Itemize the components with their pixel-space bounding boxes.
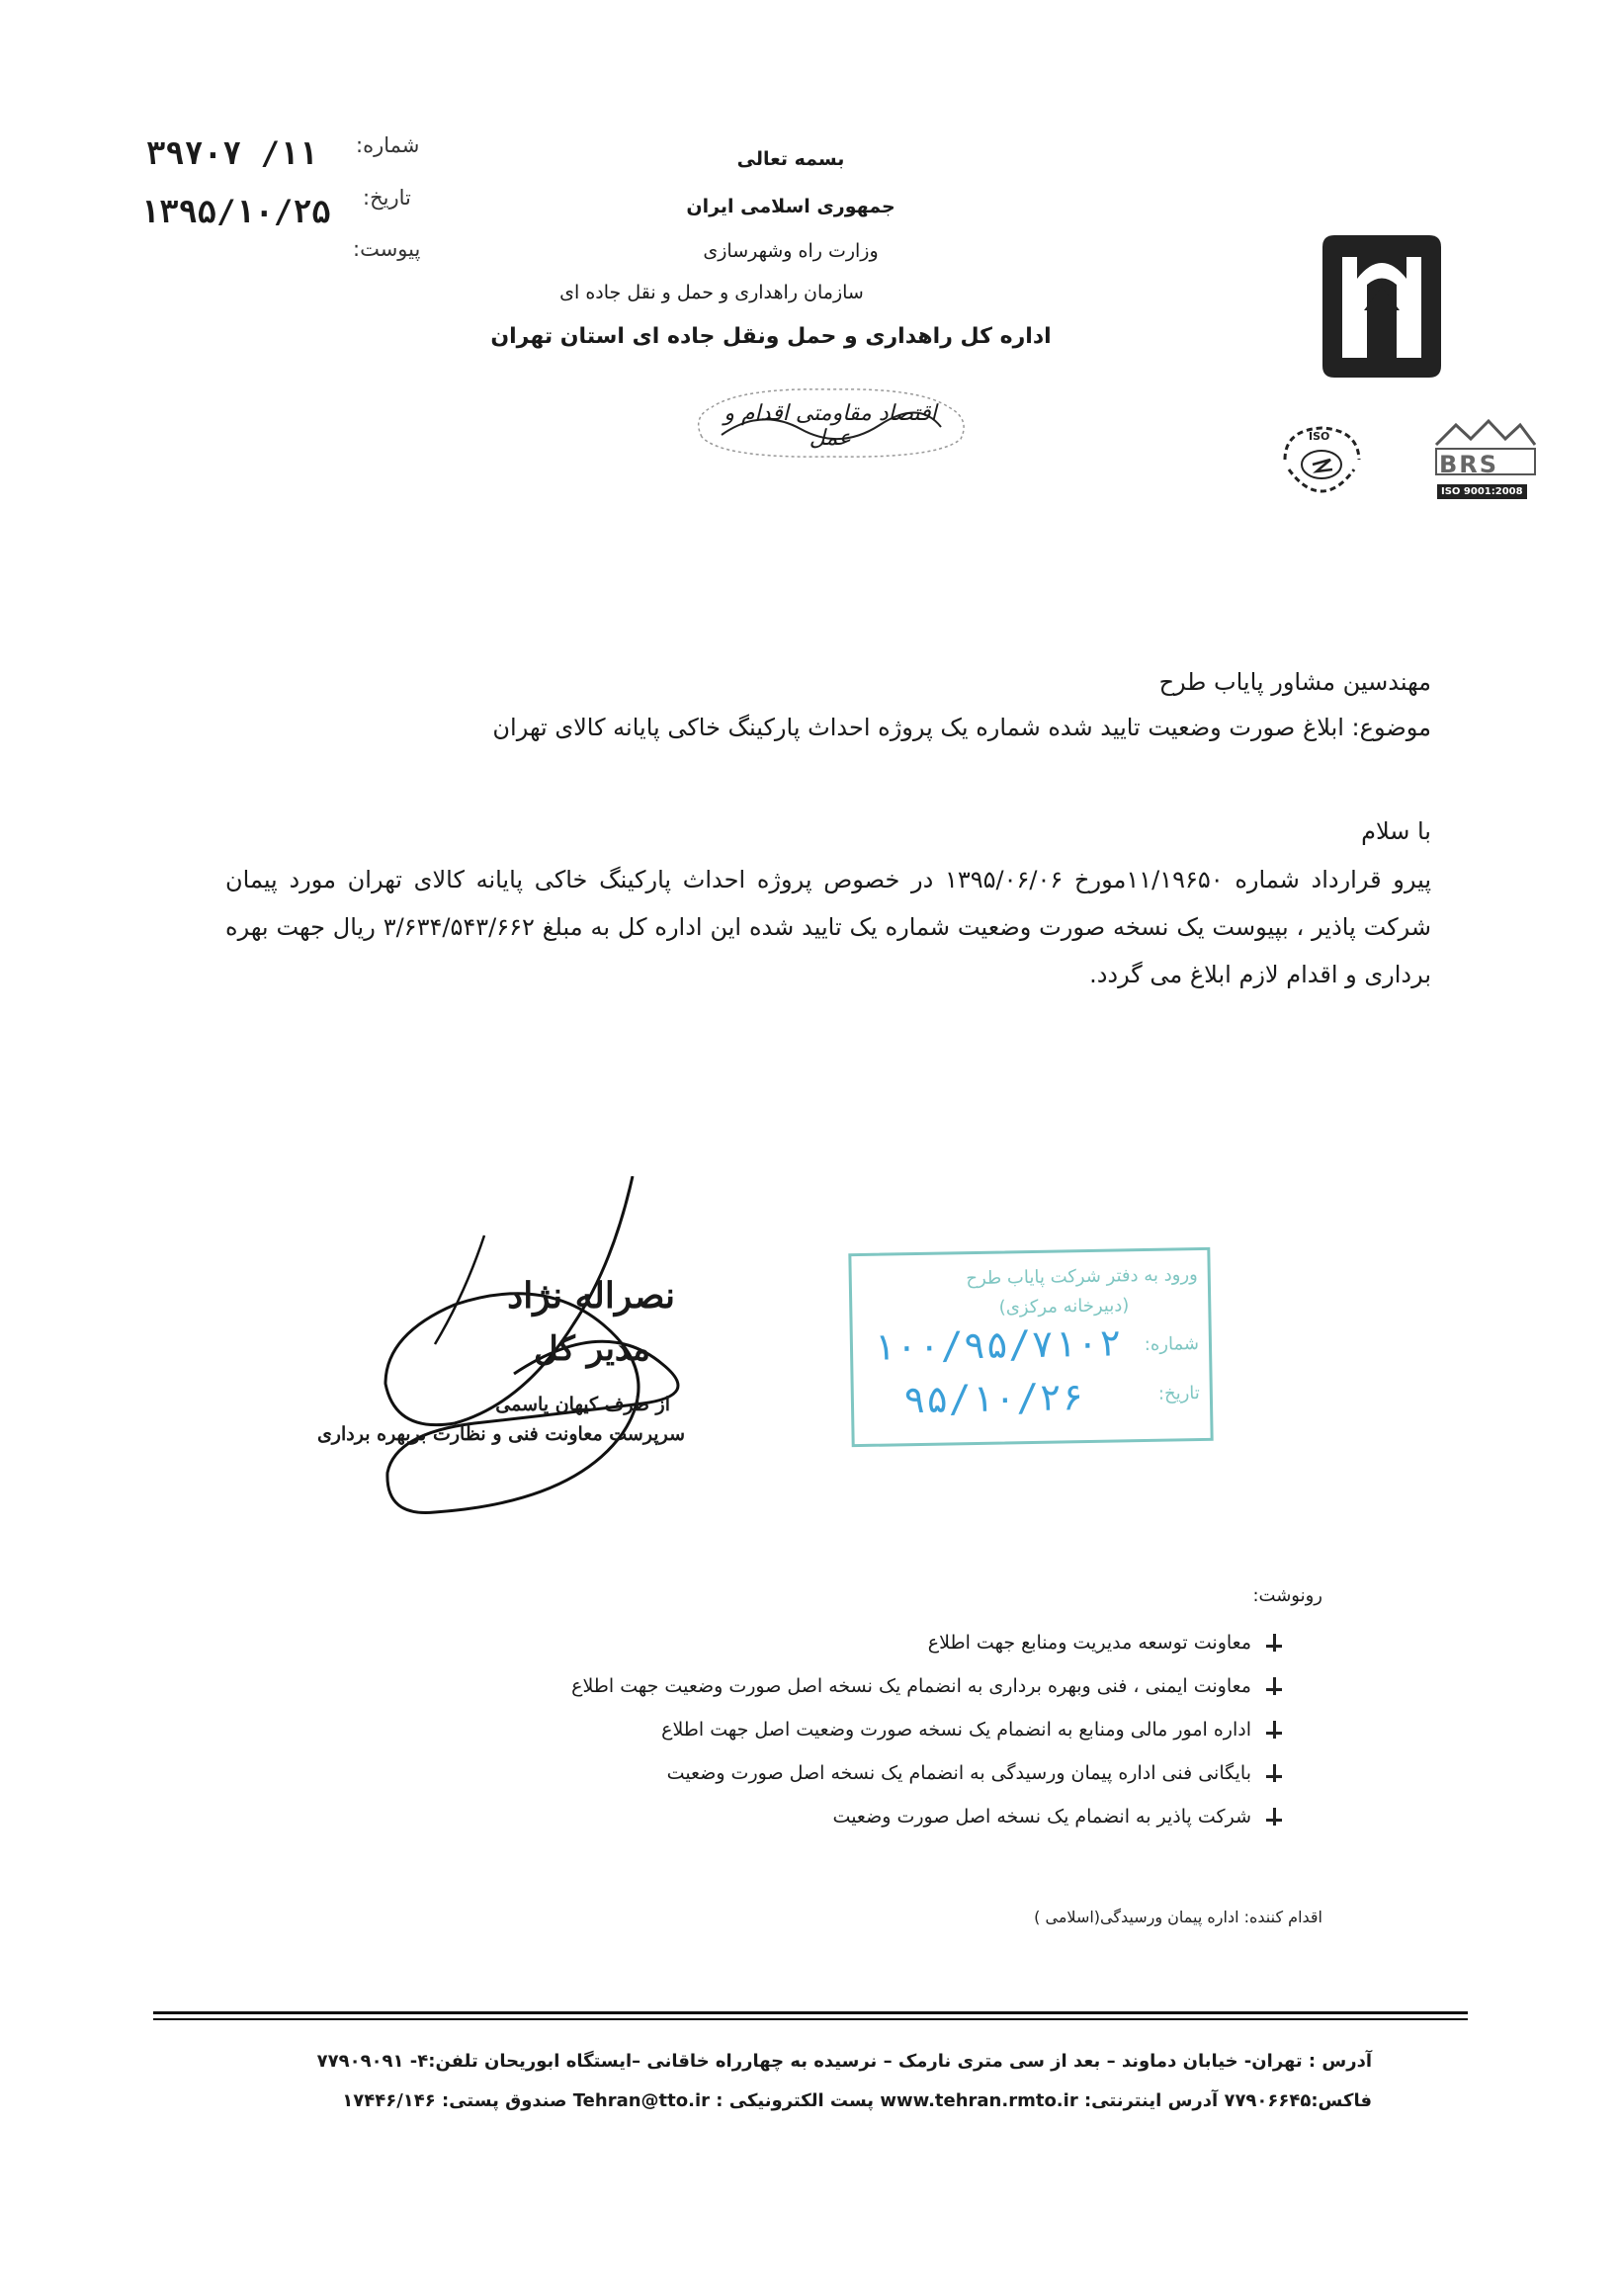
signatory-role: سرپرست معاونت فنی و نظارت بربهره برداری (316, 1423, 685, 1445)
recipient: مهندسین مشاور پایاب طرح (1158, 668, 1431, 696)
on-behalf-of: از طرف کیهان یاسمی (495, 1394, 670, 1415)
footer-divider-thin (153, 2018, 1468, 2020)
list-item (393, 1664, 1283, 1708)
iso-standard: ISO 9001:2008 (1437, 484, 1527, 499)
iso-seal (1275, 420, 1369, 499)
letter-date: ۱۳۹۵/۱۰/۲۵ (140, 193, 331, 230)
bullet-icon (1265, 1634, 1283, 1652)
footer-contact: فاکس:۷۷۹۰۶۶۴۵ آدرس اینترنتی: www.tehran.rmto.ir پست الکترونیکی : Tehran@tto.ir صندوق پستی: ۱۷۴۴۶/۱۴۶ (342, 2090, 1372, 2111)
cc-item-text: شرکت پاذیر به انضمام یک نسخه اصل صورت وضعیت (832, 1806, 1251, 1828)
signatory-name: نصراله نژاد (507, 1275, 675, 1317)
letter-number: ۱۱/ ۳۹۷۰۷ (146, 134, 318, 172)
slogan-text: اقتصاد مقاومتی اقدام و عمل (724, 401, 937, 451)
cc-item-text: معاونت ایمنی ، فنی وبهره برداری به انضمام یک نسخه اصل صورت وضعیت جهت اطلاع (571, 1675, 1251, 1697)
list-item (393, 1751, 1283, 1795)
stamp-line-1: ورود به دفتر شرکت پایاب طرح (966, 1264, 1198, 1290)
brs-certification (1431, 415, 1540, 509)
attachment-label: پیوست: (353, 237, 421, 261)
department-name: اداره کل راهداری و حمل ونقل جاده ای استان تهران (490, 324, 1052, 349)
bullet-icon (1265, 1721, 1283, 1739)
action-by: اقدام کننده: اداره پیمان ورسیدگی(اسلامی ) (1034, 1908, 1322, 1926)
country-name: جمهوری اسلامی ایران (686, 196, 895, 217)
footer-divider (153, 2011, 1468, 2014)
list-item (393, 1708, 1283, 1751)
receipt-stamp (848, 1247, 1213, 1447)
subject-line: موضوع: ابلاغ صورت وضعیت تایید شده شماره یک پروژه احداث پارکینگ خاکی پایانه کالای تهران (492, 714, 1431, 741)
iso-label: ISO (1309, 430, 1330, 443)
number-label: شماره: (356, 133, 420, 157)
cc-item-text: اداره امور مالی ومنابع به انضمام یک نسخه صورت وضعیت اصل جهت اطلاع (661, 1719, 1251, 1741)
stamp-date-label: تاریخ: (1157, 1383, 1201, 1404)
slogan-badge (682, 378, 979, 467)
bismillah: بسمه تعالی (736, 148, 845, 170)
organization-name: سازمان راهداری و حمل و نقل جاده ای (559, 282, 864, 303)
bullet-icon (1265, 1808, 1283, 1826)
stamp-number-label: شماره: (1144, 1333, 1200, 1355)
cc-item-text: معاونت توسعه مدیریت ومنابع جهت اطلاع (927, 1632, 1251, 1654)
bullet-icon (1265, 1677, 1283, 1695)
salutation: با سلام (1361, 817, 1431, 845)
signatory-title: مدیر کل (533, 1329, 650, 1369)
letter-body: پیرو قرارداد شماره ۱۱/۱۹۶۵۰مورخ ۱۳۹۵/۰۶/۰۶ در خصوص پروژه احداث پارکینگ خاکی پایانه کالای تهران مورد پیمان شرکت پاذیر ، بپیوست یک نسخه صورت وضعیت شماره یک تایید شده این اداره کل به مبلغ ۳/۶۳۴/۵۴۳/۶۶۲ ریال جهت بهره برداری و اقدام لازم ابلاغ می گردد. (225, 866, 1432, 988)
footer-address: آدرس : تهران- خیابان دماوند – بعد از سی متری نارمک – نرسیده به چهارراه خاقانی –ایستگاه ابوریحان تلفن:۴- ۷۷۹۰۹۰۹۱ (316, 2051, 1372, 2072)
cc-list (393, 1621, 1283, 1838)
bullet-icon (1265, 1764, 1283, 1782)
list-item (393, 1795, 1283, 1838)
rmto-logo (1313, 227, 1451, 385)
cc-item-text: بایگانی فنی اداره پیمان ورسیدگی به انضمام یک نسخه اصل صورت وضعیت (666, 1762, 1251, 1784)
stamp-number: ۱۰۰/۹۵/۷۱۰۲ (872, 1320, 1122, 1369)
date-label: تاریخ: (363, 186, 411, 210)
ministry-name: وزارت راه وشهرسازی (703, 240, 879, 262)
stamp-date: ۹۵/۱۰/۲۶ (902, 1375, 1085, 1422)
list-item (393, 1621, 1283, 1664)
rmto-logo-icon (1313, 227, 1451, 385)
brs-label: BRS (1439, 451, 1499, 478)
stamp-line-2: (دبیرخانه مرکزی) (998, 1295, 1130, 1318)
cc-title: رونوشت: (1252, 1585, 1322, 1606)
